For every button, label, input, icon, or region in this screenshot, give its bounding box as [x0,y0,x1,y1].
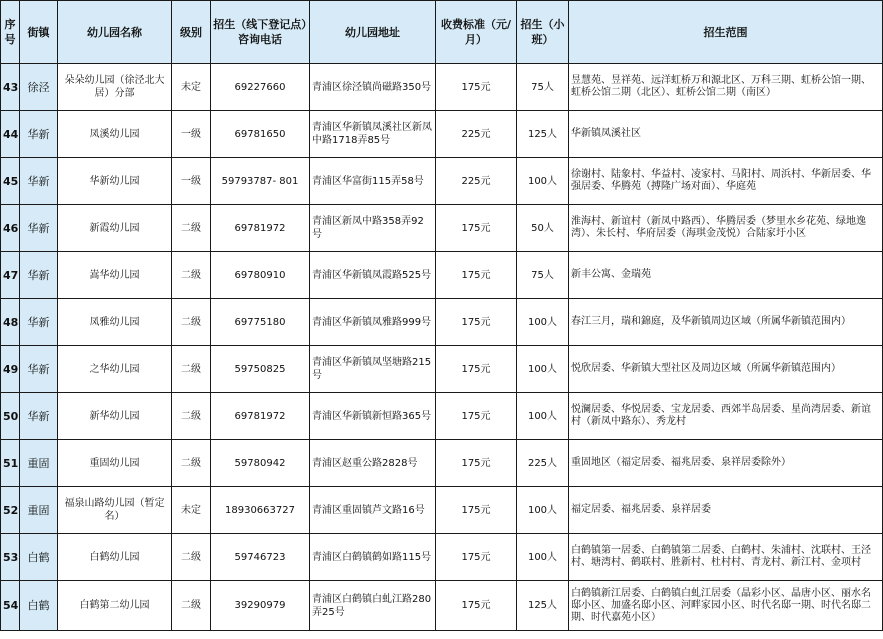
cell-num: 48 [1,299,20,346]
cell-range: 淮海村、新谊村（新凤中路西）、华腾居委（梦里水乡花苑、绿地逸湾）、朱长村、华府居委（海琪金茂悦）合陆家圩小区 [569,205,883,252]
cell-name: 新霞幼儿园 [58,205,172,252]
cell-phone: 18930663727 [211,487,310,534]
cell-town: 华新 [20,205,58,252]
cell-fee: 175元 [436,346,517,393]
cell-fee: 225元 [436,111,517,158]
cell-quota: 100人 [517,346,569,393]
cell-quota: 100人 [517,393,569,440]
header-range: 招生范围 [569,1,883,64]
cell-town: 华新 [20,158,58,205]
cell-level: 未定 [172,487,211,534]
cell-quota: 125人 [517,111,569,158]
cell-quota: 100人 [517,299,569,346]
header-num: 序号 [1,1,20,64]
cell-num: 49 [1,346,20,393]
cell-town: 华新 [20,252,58,299]
table-row [1,487,883,534]
cell-num: 47 [1,252,20,299]
cell-name: 福泉山路幼儿园（暂定名） [58,487,172,534]
cell-level: 二级 [172,393,211,440]
cell-phone: 59793787- 801 [211,158,310,205]
cell-num: 43 [1,64,20,111]
header-address: 幼儿园地址 [310,1,436,64]
cell-phone: 69775180 [211,299,310,346]
cell-name: 白鹤第二幼儿园 [58,581,172,631]
cell-level: 二级 [172,252,211,299]
cell-address: 青浦区徐泾镇尚磁路350号 [310,64,436,111]
header-quota: 招生（小班） [517,1,569,64]
cell-range: 春江三月，瑞和錦庭，及华新镇周边区域（所属华新镇范围内） [569,299,883,346]
cell-level: 二级 [172,299,211,346]
cell-name: 凤雅幼儿园 [58,299,172,346]
cell-phone: 39290979 [211,581,310,631]
cell-name: 华新幼儿园 [58,158,172,205]
cell-phone: 59746723 [211,534,310,581]
cell-quota: 100人 [517,534,569,581]
cell-range: 新丰公寓、金瑞苑 [569,252,883,299]
cell-quota: 100人 [517,158,569,205]
cell-town: 白鹤 [20,581,58,631]
cell-quota: 225人 [517,440,569,487]
table-row [1,252,883,299]
table-header-row [1,1,883,64]
cell-range: 昱慧苑、昱祥苑、远洋虹桥万和源北区、万科三期、虹桥公馆一期、虹桥公馆二期（北区）、虹桥公馆二期（南区） [569,64,883,111]
cell-fee: 175元 [436,252,517,299]
cell-range: 悦澜居委、华悦居委、宝龙居委、西郊半岛居委、星尚湾居委、新谊村（新凤中路东）、秀龙村 [569,393,883,440]
cell-level: 未定 [172,64,211,111]
header-level: 级别 [172,1,211,64]
cell-fee: 225元 [436,158,517,205]
cell-name: 新华幼儿园 [58,393,172,440]
cell-level: 二级 [172,581,211,631]
header-phone: 招生（线下登记点）咨询电话 [211,1,310,64]
cell-phone: 69781650 [211,111,310,158]
cell-phone: 69781972 [211,205,310,252]
cell-quota: 75人 [517,252,569,299]
cell-range: 白鹤镇第一居委、白鹤镇第二居委、白鹤村、朱浦村、沈联村、王泾村、塘湾村、鹤联村、胜新村、杜村村、青龙村、新江村、金项村 [569,534,883,581]
cell-level: 一级 [172,111,211,158]
cell-fee: 175元 [436,393,517,440]
cell-name: 嵩华幼儿园 [58,252,172,299]
cell-range: 重固地区（福定居委、福兆居委、泉祥居委除外） [569,440,883,487]
cell-name: 重固幼儿园 [58,440,172,487]
cell-range: 福定居委、福兆居委、泉祥居委 [569,487,883,534]
cell-num: 46 [1,205,20,252]
cell-fee: 175元 [436,581,517,631]
cell-num: 54 [1,581,20,631]
cell-name: 之华幼儿园 [58,346,172,393]
cell-range: 悦欣居委、华新镇大型社区及周边区域（所属华新镇范围内） [569,346,883,393]
cell-address: 青浦区华新镇凤霞路525号 [310,252,436,299]
cell-num: 51 [1,440,20,487]
cell-num: 45 [1,158,20,205]
cell-num: 52 [1,487,20,534]
cell-name: 朵朵幼儿园（徐泾北大居）分部 [58,64,172,111]
table-row [1,158,883,205]
cell-num: 50 [1,393,20,440]
cell-range: 华新镇凤溪社区 [569,111,883,158]
cell-town: 华新 [20,346,58,393]
cell-town: 徐泾 [20,64,58,111]
cell-town: 华新 [20,111,58,158]
cell-address: 青浦区华新镇凤溪社区新凤中路1718弄85号 [310,111,436,158]
cell-level: 一级 [172,158,211,205]
cell-address: 青浦区白鹤镇白虬江路280弄25号 [310,581,436,631]
cell-name: 白鹤幼儿园 [58,534,172,581]
cell-num: 53 [1,534,20,581]
cell-level: 二级 [172,205,211,252]
cell-fee: 175元 [436,487,517,534]
cell-fee: 175元 [436,299,517,346]
cell-name: 凤溪幼儿园 [58,111,172,158]
cell-fee: 175元 [436,205,517,252]
cell-fee: 175元 [436,64,517,111]
cell-address: 青浦区华富街115弄58号 [310,158,436,205]
table-row [1,299,883,346]
table-row [1,64,883,111]
cell-address: 青浦区新凤中路358弄92号 [310,205,436,252]
table-row [1,205,883,252]
table-row [1,346,883,393]
cell-quota: 75人 [517,64,569,111]
header-name: 幼儿园名称 [58,1,172,64]
cell-range: 白鹤镇新江居委、白鹤镇白虬江居委（晶彩小区、晶唐小区、丽水名邸小区、加盛名邸小区、河畔家园小区、时代名邸一期、时代名邸二期、时代嘉苑小区） [569,581,883,631]
cell-phone: 69781972 [211,393,310,440]
cell-fee: 175元 [436,440,517,487]
cell-quota: 50人 [517,205,569,252]
cell-town: 华新 [20,299,58,346]
cell-quota: 125人 [517,581,569,631]
cell-town: 重固 [20,440,58,487]
cell-town: 白鹤 [20,534,58,581]
cell-fee: 175元 [436,534,517,581]
header-town: 街镇 [20,1,58,64]
table-row [1,440,883,487]
cell-phone: 59780942 [211,440,310,487]
cell-address: 青浦区华新镇新恒路365号 [310,393,436,440]
cell-address: 青浦区重固镇芦文路16号 [310,487,436,534]
cell-town: 重固 [20,487,58,534]
table-row [1,581,883,631]
cell-level: 二级 [172,346,211,393]
cell-address: 青浦区华新镇凤坚塘路215号 [310,346,436,393]
cell-address: 青浦区赵重公路2828号 [310,440,436,487]
cell-level: 二级 [172,534,211,581]
table-row [1,534,883,581]
cell-num: 44 [1,111,20,158]
cell-town: 华新 [20,393,58,440]
cell-phone: 69227660 [211,64,310,111]
cell-address: 青浦区华新镇凤雅路999号 [310,299,436,346]
table-row [1,111,883,158]
table-row [1,393,883,440]
cell-level: 二级 [172,440,211,487]
cell-address: 青浦区白鹤镇鹤如路115号 [310,534,436,581]
cell-range: 徐谢村、陆象村、华益村、凌家村、马阳村、周浜村、华新居委、华强居委、华腾苑（搏隆广场对面）、华庭苑 [569,158,883,205]
cell-phone: 59750825 [211,346,310,393]
cell-phone: 69780910 [211,252,310,299]
header-fee: 收费标准（元/月） [436,1,517,64]
cell-quota: 100人 [517,487,569,534]
